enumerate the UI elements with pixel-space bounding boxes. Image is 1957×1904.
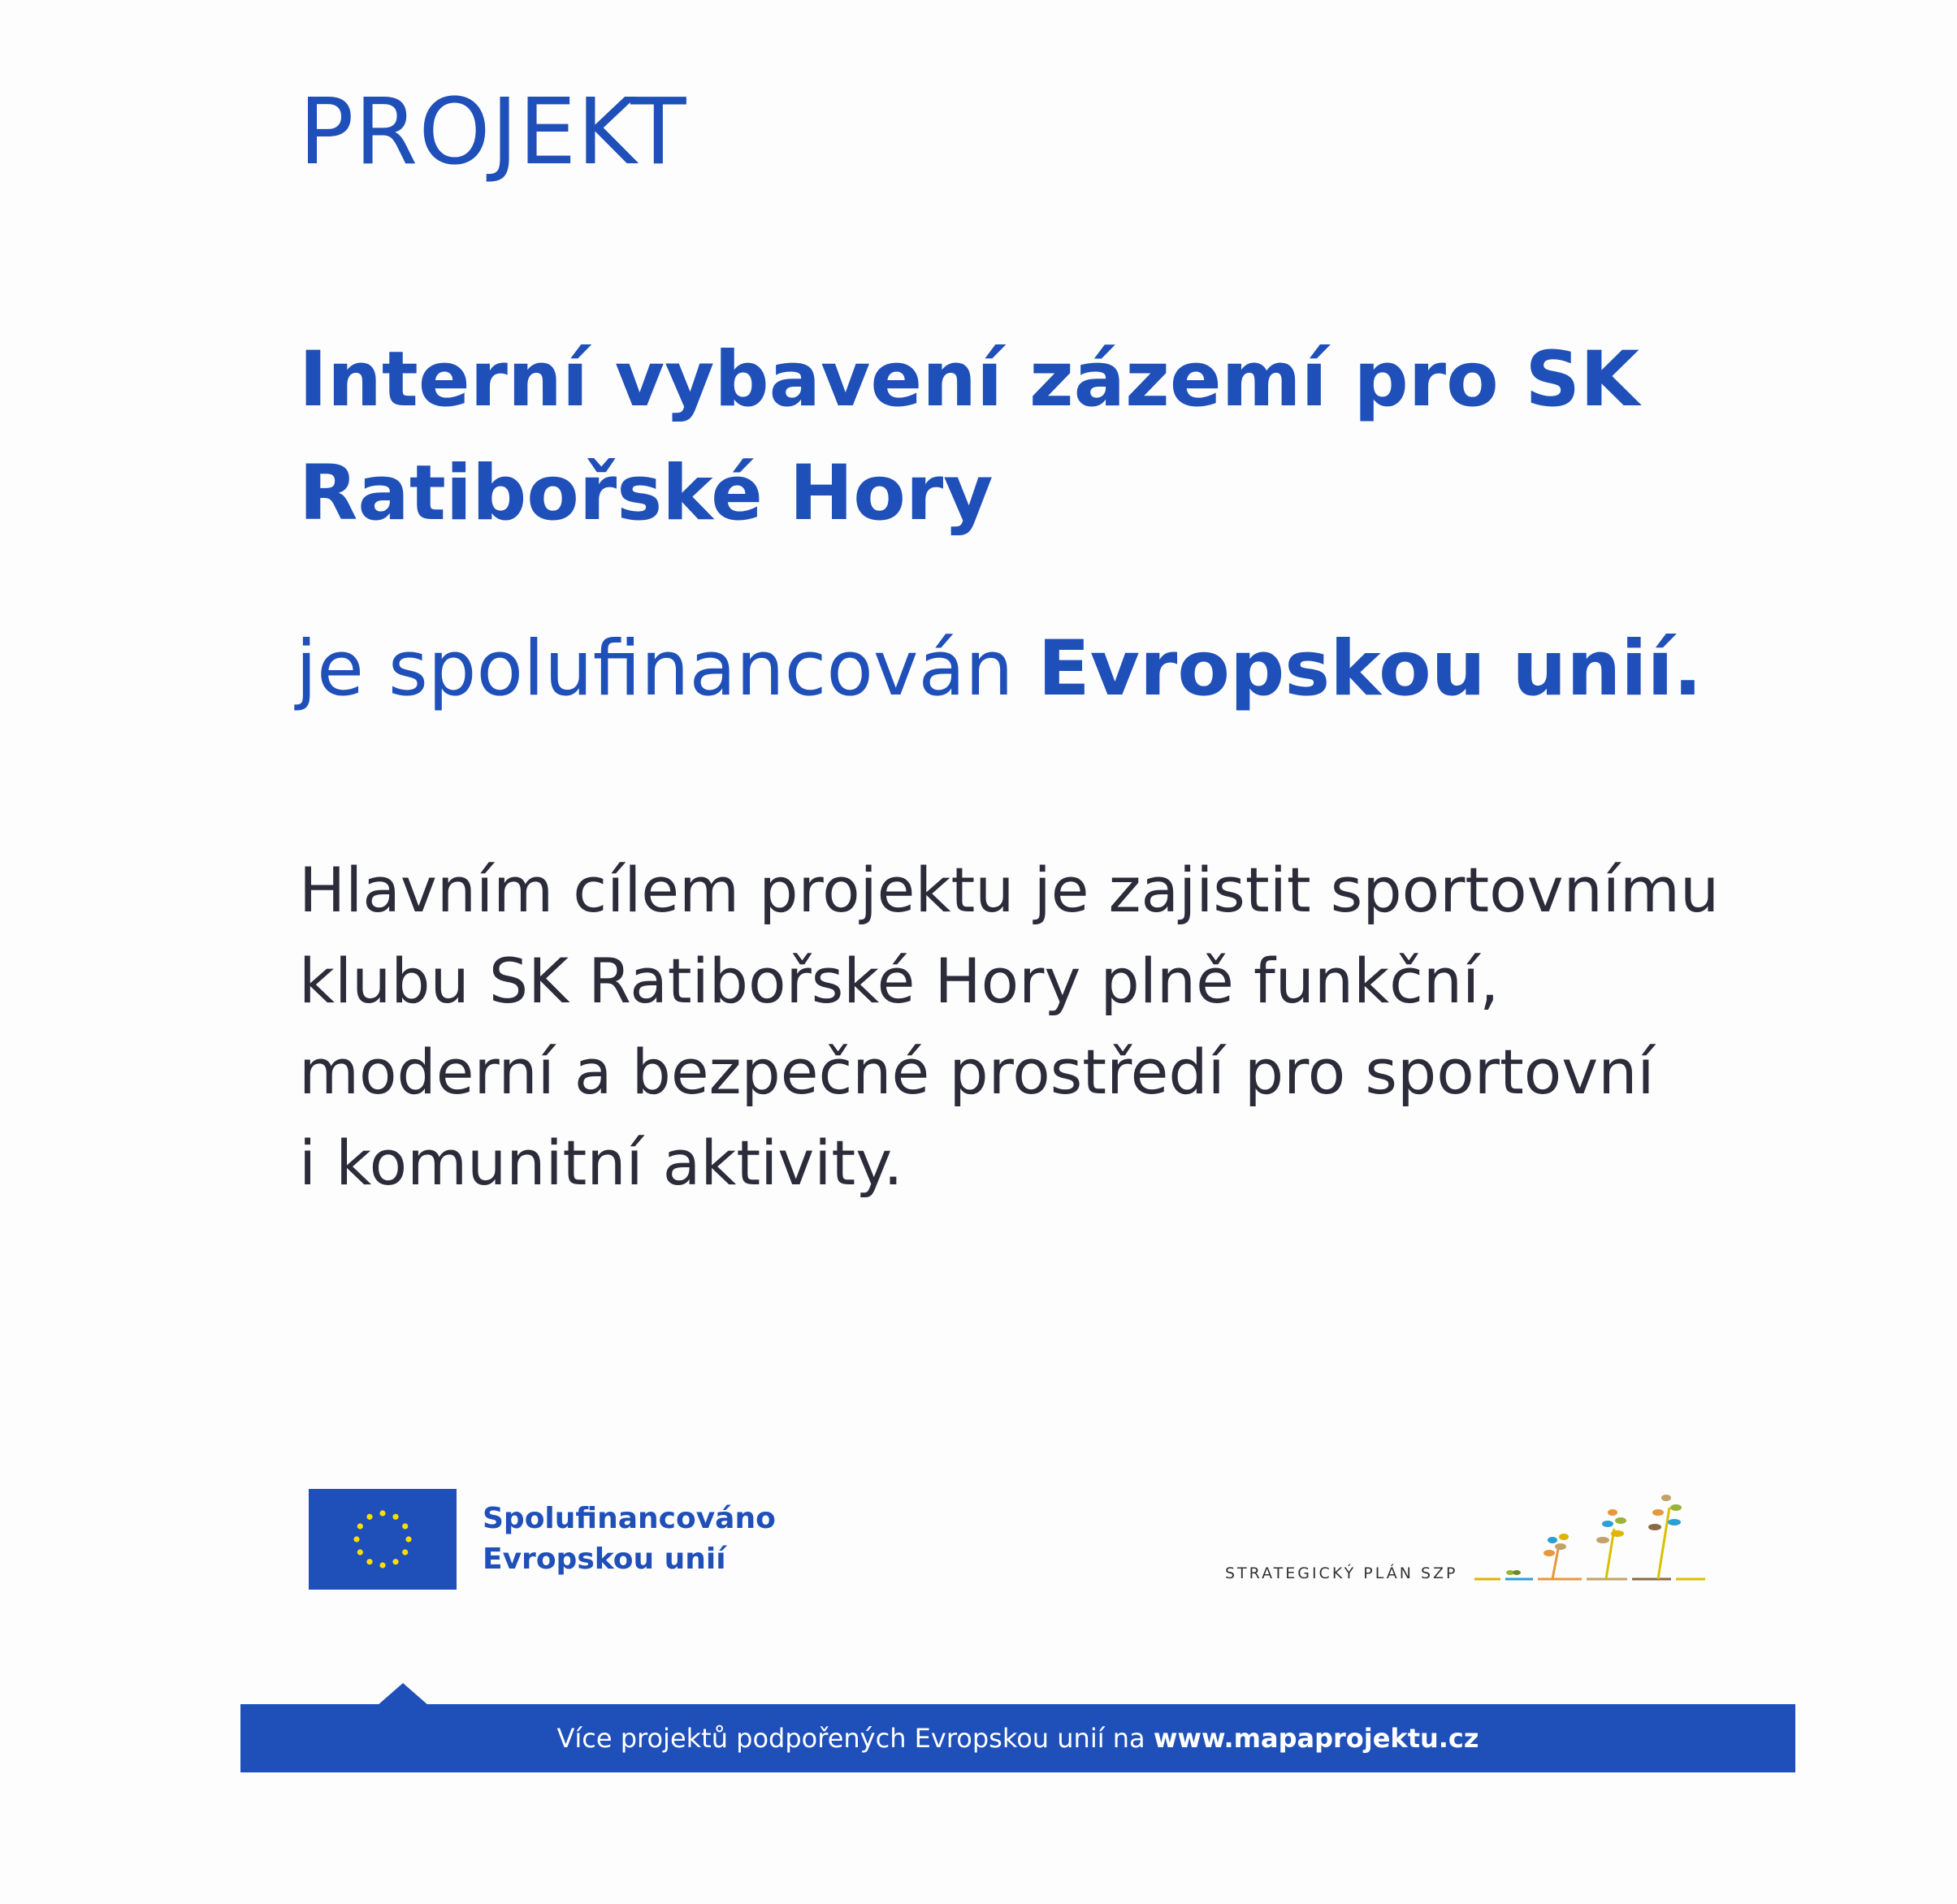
footer-bar: [240, 1704, 1795, 1772]
eu-text-line-1: Spolufinancováno: [483, 1502, 776, 1535]
footer-notch: [377, 1683, 429, 1706]
footer-text-prefix: Více projektů podpořených Evropskou unií na: [556, 1723, 1145, 1754]
project-title: [299, 323, 1729, 551]
cofinanced-statement: [296, 624, 1702, 716]
project-title-line-2: Ratibořské Hory: [299, 449, 994, 538]
strategic-plan-logo: [1225, 1488, 1712, 1594]
footer-url-link[interactable]: www.mapaprojektu.cz: [1153, 1723, 1479, 1754]
eu-cofunding-text: [483, 1499, 776, 1580]
description-line-2: klubu SK Ratibořské Hory plně funkční,: [299, 945, 1500, 1017]
strategic-plan-label: STRATEGICKÝ PLÁN SZP: [1225, 1564, 1458, 1582]
project-label: PROJEKT: [299, 80, 687, 185]
description-line-3: moderní a bezpečné prostředí pro sportovní: [299, 1036, 1655, 1108]
description-line-1: Hlavním cílem projektu je zajistit sportovnímu: [299, 854, 1720, 926]
eu-text-line-2: Evropskou unií: [483, 1543, 726, 1576]
project-description: [299, 845, 1729, 1209]
sprout-trees-icon: [1468, 1488, 1712, 1594]
eu-cofunding-logo: [309, 1489, 776, 1590]
project-title-line-1: Interní vybavení zázemí pro SK: [299, 335, 1639, 424]
cofinanced-eu: Evropskou unií.: [1037, 625, 1703, 713]
description-line-4: i komunitní aktivity.: [299, 1127, 903, 1199]
eu-flag-icon: [309, 1489, 457, 1590]
cofinanced-prefix: je spolufinancován: [296, 625, 1014, 713]
footer-text: [556, 1723, 1479, 1754]
